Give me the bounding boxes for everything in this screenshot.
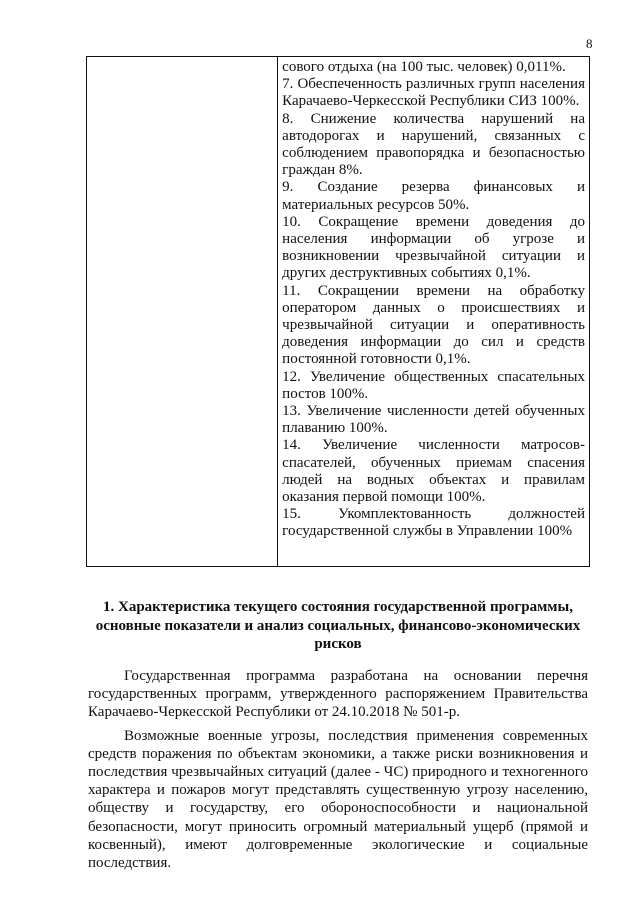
indicator-item: сового отдыха (на 100 тыс. человек) 0,011%.: [282, 59, 566, 75]
section-heading: 1. Характеристика текущего состояния государственной программы, основные показатели и анализ социальных, финансово-экономических рисков: [95, 599, 581, 652]
indicator-item: 9. Создание резерва финансовых и материальных ресурсов 50%.: [282, 179, 585, 213]
body-paragraph: Государственная программа разработана на основании перечня государственных программ, утвержденного распоряжением Правительства Карачаево-Черкесской Республики от 24.10.2018 № 501-р.: [88, 668, 588, 721]
section-body: [88, 667, 588, 872]
indicator-item: 13. Увеличение численности детей обученных плаванию 100%.: [282, 403, 585, 437]
indicators-table: [86, 56, 590, 567]
indicator-item: 10. Сокращение времени доведения до населения информации об угрозе и возникновении чрезвычайной ситуации и других деструктивных событиях 0,1%.: [282, 213, 585, 282]
indicator-item: 15. Укомплектованность должностей государственной службы в Управлении 100%: [282, 506, 585, 540]
indicator-item: 7. Обеспеченность различных групп населения Карачаево-Черкесской Республики СИЗ 100%.: [282, 76, 585, 110]
indicator-item: 14. Увеличение численности матросов-спасателей, обученных приемам спасения людей на водных объектах и правилам оказания первой помощи 100%.: [282, 437, 585, 506]
page-number: 8: [586, 36, 593, 51]
indicator-item: 11. Сокращении времени на обработку оператором данных о происшествиях и чрезвычайной ситуации и оперативность доведения информации до сил и средств постоянной готовности 0,1%.: [282, 282, 585, 368]
body-paragraph: Возможные военные угрозы, последствия применения современных средств поражения по объектам экономики, а также риски возникновения и последствия чрезвычайных ситуаций (далее - ЧС) природного и техногенного характера и пожаров могут представлять существенную угрозу населению, обществу и государству, его обороноспособности и национальной безопасности, могут приносить огромный материальный ущерб (прямой и косвенный), имеют долговременные экологические и социальные последствия.: [88, 727, 588, 872]
table-row: [87, 57, 590, 567]
indicator-item: 12. Увеличение общественных спасательных постов 100%.: [282, 368, 585, 402]
table-cell-indicators: [278, 57, 590, 567]
table-cell-empty: [87, 57, 278, 567]
indicator-item: 8. Снижение количества нарушений на автодорогах и нарушений, связанных с соблюдением правопорядка и безопасностью граждан 8%.: [282, 110, 585, 179]
